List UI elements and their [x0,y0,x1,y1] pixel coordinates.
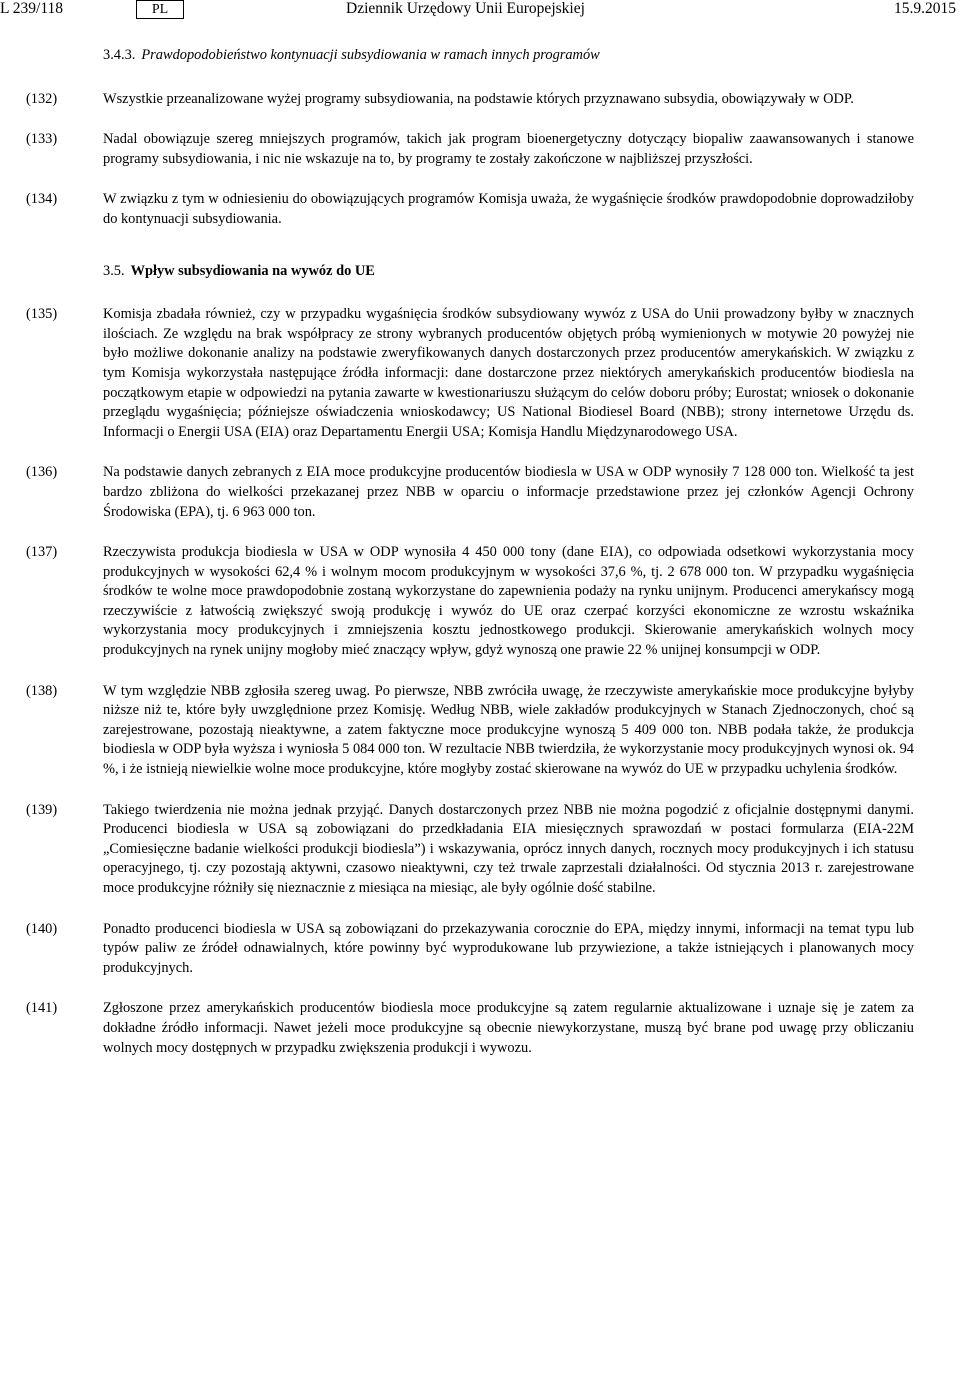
paragraph-133 [0,130,914,169]
paragraph-text: Na podstawie danych zebranych z EIA moce produkcyjne producentów biodiesla w USA w ODP wynosiły 7 128 000 ton. Wielkość ta jest bardzo zbliżona do wielkości przekazanej przez NBB w oparciu o informacje przedstawione przez jej członków Agencji Ochrony Środowiska (EPA), tj. 6 963 000 ton. [103,464,914,520]
paragraph-text: Ponadto producenci biodiesla w USA są zobowiązani do przekazywania corocznie do EPA, między innymi, informacji na temat typu lub typów paliw ze źródeł odnawialnych, które powinny być wyprodukowane lub przywiezione, a także istniejących i planowanych mocy produkcyjnych. [103,920,914,976]
paragraph-138 [0,682,914,780]
paragraph-text: W związku z tym w odniesieniu do obowiązujących programów Komisja uważa, że wygaśnięcie środków prawdopodobnie doprowadziłoby do kontynuacji subsydiowania. [103,191,914,227]
paragraph-number: (141) [26,1000,58,1017]
paragraph-text: Rzeczywista produkcja biodiesla w USA w ODP wynosiła 4 450 000 tony (dane EIA), co odpowiada odsetkowi wykorzystania mocy produkcyjnych w wysokości 62,4 % i wolnym mocom produkcyjnym w wysokości 37,6 %, tj. 2 678 000 ton. W przypadku wygaśnięcia środków te wolne moce prawdopodobnie zostaną wykorzystane do zapewnienia podaży na rynku unijnym. Producenci amerykańscy mogą rzeczywiście z łatwością zwiększyć swoją produkcję i wywóz do UE oraz czerpać korzyści ekonomiczne ze wzrostu wskaźnika wykorzystania mocy produkcyjnych i zmniejszenia kosztu jednostkowego produkcji. Skierowanie amerykańskich wolnych mocy produkcyjnych na rynek unijny mogłoby mieć znaczący wpływ, gdyż wynoszą one prawie 22 % unijnej konsumpcji w ODP. [103,544,914,659]
page-header [0,0,958,22]
paragraph-number: (137) [26,544,58,561]
document-body [0,46,914,1058]
paragraph-number: (135) [26,306,58,323]
publication-date: 15.9.2015 [894,0,956,17]
paragraph-text: Komisja zbadała również, czy w przypadku wygaśnięcia środków subsydiowany wywóz z USA do Unii prowadzony byłby w znacznych ilościach. Ze względu na brak współpracy ze strony wybranych producentów objętych próbą wymienionych w motywie 20 powyżej nie było możliwe dokonanie analizy na podstawie zweryfikowanych danych dostarczonych przez producentów amerykańskich. W związku z tym Komisja wykorzystała następujące źródła informacji: dane dostarczone przez niektórych amerykańskich producentów biodiesla na początkowym etapie w odpowiedzi na pytania zawarte w kwestionariuszu służącym do celów doboru próby; Eurostat; wniosek o dokonanie przeglądu wygaśnięcia; późniejsze oświadczenia wnioskodawcy; US National Biodiesel Board (NBB); strony internetowe Urzędu ds. Informacji o Energii USA (EIA) oraz Departamentu Energii USA; Komisja Handlu Międzynarodowego USA. [103,306,914,440]
paragraph-text: Nadal obowiązuje szereg mniejszych programów, takich jak program bioenergetyczny dotyczący biopaliw zaawansowanych i stanowe programy subsydiowania, i nic nie wskazuje na to, by programy te zostały zakończone w najbliższej przyszłości. [103,131,914,167]
section-title: Prawdopodobieństwo kontynuacji subsydiowania w ramach innych programów [141,47,600,63]
section-number: 3.4.3. [103,47,136,63]
paragraph-number: (139) [26,801,58,818]
paragraph-number: (136) [26,464,58,481]
section-title: Wpływ subsydiowania na wywóz do UE [130,262,375,279]
journal-title: Dziennik Urzędowy Unii Europejskiej [346,0,585,17]
paragraph-135 [0,305,914,442]
paragraph-number: (133) [26,131,58,148]
paragraph-text: W tym względzie NBB zgłosiła szereg uwag. Po pierwsze, NBB zwróciła uwagę, że rzeczywiste amerykańskie moce produkcyjne byłyby niższe niż te, które były uwzględnione przez Komisję. Według NBB, wiele zakładów produkcyjnych w Stanach Zjednoczonych, choć są zarejestrowane, pozostają nieaktywne, a zatem faktyczne moce produkcyjne wynoszą 5 409 000 ton. NBB podała także, że produkcja biodiesla w ODP była wyższa i wyniosła 5 084 000 ton. W rezultacie NBB twierdziła, że wykorzystanie mocy produkcyjnych wynosi ok. 94 %, i że istnieją niewielkie wolne moce produkcyjne, które mogłyby zostać skierowane na wywóz do UE w przypadku uchylenia środków. [103,682,914,778]
page-reference: L 239/118 [0,0,63,17]
section-heading-3-5 [0,262,914,282]
paragraph-140 [0,920,914,979]
paragraph-text: Takiego twierdzenia nie można jednak przyjąć. Danych dostarczonych przez NBB nie można pogodzić z oficjalnie dostępnymi danymi. Producenci biodiesla w USA są zobowiązani do przedkładania EIA miesięcznych sprawozdań w postaci formularza (EIA-22M „Comiesięczne badanie wielkości produkcji biodiesla”) i wskazywania, oprócz innych danych, rocznych mocy produkcyjnych i ich statusu operacyjnego, tj. czy pozostają aktywni, czasowo nieaktywni, czy też trwale zaprzestali działalności. Od stycznia 2013 r. zarejestrowane moce produkcyjne różniły się nieznacznie z miesiąca na miesiąc, ale były ogólnie dość stabilne. [103,801,914,896]
paragraph-number: (138) [26,682,58,699]
section-number: 3.5. [103,262,125,279]
paragraph-number: (140) [26,920,58,937]
paragraph-134 [0,190,914,229]
section-heading-3-4-3 [0,46,914,66]
paragraph-text: Zgłoszone przez amerykańskich producentów biodiesla moce produkcyjne są zatem regularnie aktualizowane i uznaje się je zatem za dokładne źródło informacji. Nawet jeżeli moce produkcyjne są obecnie niewykorzystane, muszą być brane pod uwagę przy obliczaniu wolnych mocy dostępnych w przypadku zwiększenia produkcji i wywozu. [103,1000,914,1056]
paragraph-141 [0,999,914,1058]
language-badge: PL [136,0,184,19]
paragraph-number: (132) [26,90,58,107]
paragraph-139 [0,801,914,899]
paragraph-text: Wszystkie przeanalizowane wyżej programy subsydiowania, na podstawie których przyznawano subsydia, obowiązywały w ODP. [103,90,854,107]
paragraph-137 [0,543,914,661]
paragraph-136 [0,463,914,522]
paragraph-number: (134) [26,191,58,208]
paragraph-132 [0,90,914,110]
